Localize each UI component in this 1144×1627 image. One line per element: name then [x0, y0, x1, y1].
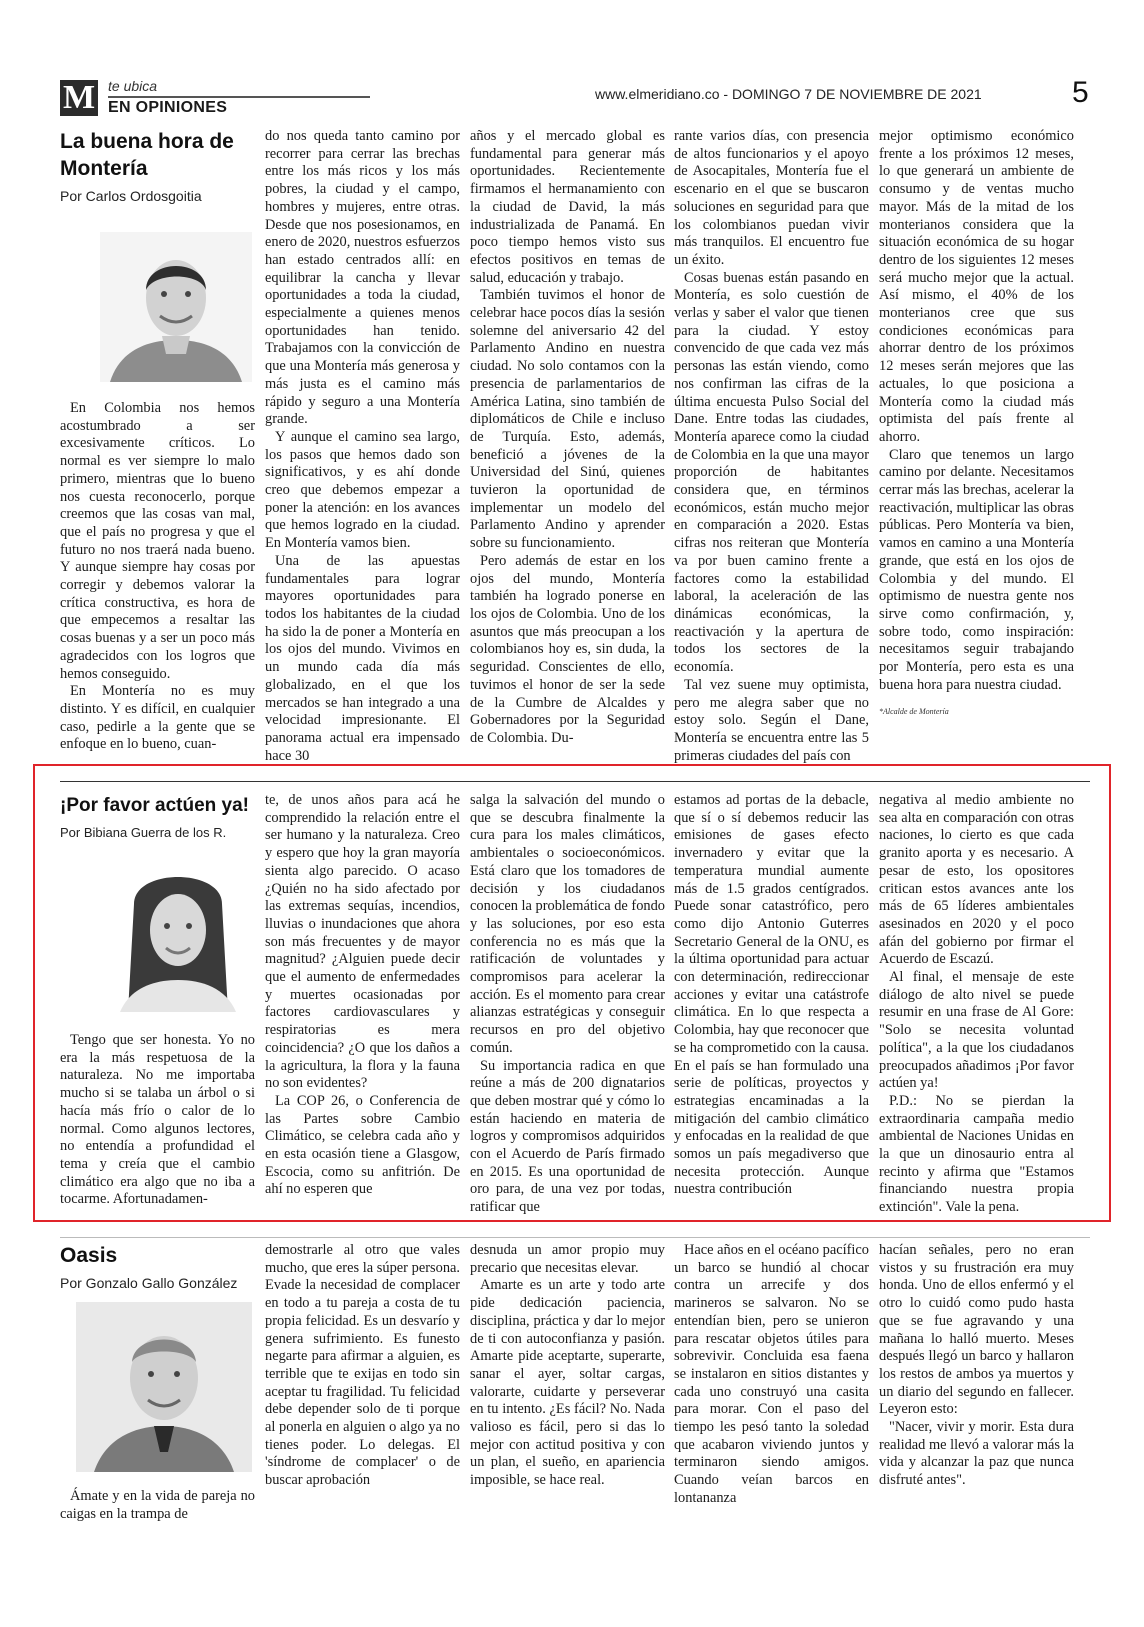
paragraph: mejor optimismo económico frente a los próximos 12 meses, lo que generará un ambiente de consumo y de ventas mucho mayor. Más de la mitad de los monterianos considera que la situación económica de su hogar dentro de los siguientes 12 meses será mucho mejor que la actual. Así mismo, el 40% de los monterianos cree que sus condiciones económicas para ahorrar dentro de los próximos 12 meses serán mejores que las actuales, lo que posiciona a Montería como la ciudad más optimista del país frente al ahorro. — [879, 128, 1074, 445]
paragraph: te, de unos años para acá he comprendido la relación entre el ser humano y la naturaleza. Creo y espero que hoy la gran mayoría sienta algo parecido. O acaso ¿Quién no ha sido afectado por las extremas sequías, incendios, lluvias o inundaciones que ahora son más frecuentes y de mayor magnitud? ¿Alguien puede decir que el aumento de enfermedades y muertes ocasionadas por factores cardiovasculares y respiratorias es mera coincidencia? ¿O que los daños a la agricultura, la flora y la fauna no son evidentes? — [265, 792, 460, 1092]
page-number: 5 — [1072, 76, 1089, 109]
paragraph: En Colombia nos hemos acostumbrado a ser excesivamente críticos. Lo normal es ver siempre lo malo primero, mientras que lo bueno nos cuesta reconocerlo, porque creemos que las cosas van mal, que el país no progresa y que el futuro no nos traerá nada bueno. Y aunque siempre hay cosas por corregir y debemos valorar la crítica constructiva, es hora de que empecemos a resaltar las cosas buenas y a ser un poco más agradecidos con los logros que hemos conseguido. — [60, 400, 255, 682]
paragraph: Claro que tenemos un largo camino por delante. Necesitamos cerrar más las brechas, acelerar la reactivación, multiplicar las obras públicas. Pero Montería va bien, vamos en camino a una Montería grande, que está en los ojos de Colombia y del mundo. El optimismo de nuestra gente nos sirve como confirmación, y, sobre todo, como inspiración: necesitamos seguir trabajando por Montería, pero esta es una buena hora para nuestra ciudad. — [879, 446, 1074, 693]
highlight-frame — [33, 764, 1111, 1222]
article-column — [879, 1242, 1074, 1602]
article-column — [265, 1242, 460, 1602]
paragraph: Amarte es un arte y todo arte pide dedicación paciencia, disciplina, práctica y dar lo mejor de ti con autoconfianza y pasión. Amarte pide aceptarte, superarte, sanar el ayer, soltar cargas, valorarte, cuidarte y perseverar en tu intento. ¿Es fácil? No. Nada valioso es fácil, pero si das lo mejor con actitud positiva y con un plan, el sueño, en apariencia imposible, se hace real. — [470, 1277, 665, 1489]
article-column — [879, 128, 1074, 746]
paragraph: "Nacer, vivir y morir. Esta dura realidad me llevó a valorar más la vida y alcanzar la paz que nunca disfruté antes". — [879, 1419, 1074, 1489]
logo-tagline: te ubica — [108, 78, 158, 94]
paragraph: rante varios días, con presencia de altos funcionarios y el apoyo de Asocapitales, Montería fue el escenario en el que se buscaron soluciones en seguridad para que los colombianos puedan vivir más tranquilos. El encuentro fue un éxito. — [674, 128, 869, 268]
header-rule — [108, 96, 370, 98]
article-column — [265, 128, 460, 764]
paragraph: Tengo que ser honesta. Yo no era la más respetuosa de la naturaleza. No me importaba mucho si se talaba un árbol o si hacía más frío o calor de lo normal. Como algunos lectores, no entendía a profundidad el tema y creía que el cambio climático era algo que no iba a tocarme. Afortunadamen- — [60, 1032, 255, 1208]
paragraph: Hace años en el océano pacífico un barco se hundió al chocar contra un arrecife y dos marineros se salvaron. No se entendían bien, pero se unieron para rescatar objetos útiles para sobrevivir. Concluida esa faena se instalaron en sitios distantes y cada uno construyó una casita para morar. Con el paso del tiempo les pesó tanto la soledad que acabaron viviendo juntos y terminaron siendo amigos. Cuando veían barcos en lontananza — [674, 1242, 869, 1506]
article-la-buena-hora — [60, 128, 1090, 764]
paragraph: desnuda un amor propio muy precario que necesitas elevar. — [470, 1242, 665, 1276]
article-body — [60, 400, 255, 754]
article-oasis — [60, 1242, 1090, 1602]
article-title: ¡Por favor actúen ya! — [60, 795, 249, 816]
article-column — [674, 128, 869, 764]
author-note: *Alcalde de Montería — [879, 706, 949, 716]
article-column — [60, 128, 255, 753]
article-column — [60, 1242, 255, 1602]
article-byline: Por Carlos Ordosgoitia — [60, 188, 202, 204]
paragraph: estamos ad portas de la debacle, que sí o sí debemos reducir las emisiones de gases efecto invernadero y evitar que la temperatura mundial aumente más de 1.5 grados centígrados. Puede sonar catastrófico, pero como dijo Antonio Guterres Secretario General de la ONU, es la última oportunidad para actuar con determinación, redireccionar acciones y evitar una catástrofe climática. En lo que respecta a Colombia, hay que reconocer que se ha comprometido con la causa. En el país se han formulado una serie de políticas, proyectos y estrategias encaminadas a la mitigación del cambio climático y enfocadas en la realidad de que somos un país megadiverso que necesita protección. Aunque nuestra contribución — [674, 792, 869, 1198]
author-photo — [100, 232, 252, 382]
article-column — [470, 128, 665, 746]
paragraph: demostrarle al otro que vales mucho, que eres la súper persona. Evade la necesidad de complacer en todo a tu pareja a costa de tu propia felicidad. Es un desvarío y genera sufrimiento. Es funesto negarte para afirmar a alguien, es terrible que te exijas en todo sin aceptar tu fragilidad. Tu felicidad debe depender solo de ti porque al ponerla en alguien o algo ya no tienes poder. Lo delegas. El 'síndrome de complacer' o de buscar aprobación — [265, 1242, 460, 1489]
paragraph: negativa al medio ambiente no sea alta en comparación con otras naciones, lo cierto es que cada granito aporta y es necesario. A pesar de esto, los opositores critican estos avances ante los más de 65 líderes ambientales asesinados en 2020 y el poco afán del gobierno por firmar el Acuerdo de Escazú. — [879, 792, 1074, 968]
section-title: EN OPINIONES — [108, 99, 228, 116]
paragraph: Ámate y en la vida de pareja no caigas en la trampa de — [60, 1488, 255, 1522]
newspaper-logo: M — [60, 80, 98, 116]
paragraph: Una de las apuestas fundamentales para lograr mayores oportunidades para todos los habitantes de la ciudad ha sido la de poner a Montería en los ojos del mundo. Vivimos en un mundo cada día más globalizado, en el que los mercados se han integrado a una velocidad impresionante. El panorama actual era impensado hace 30 — [265, 552, 460, 764]
paragraph: La COP 26, o Conferencia de las Partes sobre Cambio Climático, se celebra cada año y en esta ocasión tiene a Glasgow, Escocia, como su anfitrión. De ahí no esperen que — [265, 1092, 460, 1198]
paragraph: También tuvimos el honor de celebrar hace pocos días la sesión solemne del aniversario 42 del Parlamento Andino en nuestra ciudad. No solo contamos con la presencia de parlamentarios de América Latina, sino también de diplomáticos de Chile e incluso de Turquía. Esto, además, benefició a jóvenes de la Universidad del Sinú, quienes tuvieron la oportunidad de implementar un modelo del Parlamento Andino y aprender sobre su funcionamiento. — [470, 287, 665, 552]
paragraph: P.D.: No se pierdan la extraordinaria campaña medio ambiental de Naciones Unidas en la que un dinosaurio entra al recinto y afirma que "Estamos financiando nuestra propia extinción". Vale la pena. — [879, 1092, 1074, 1216]
paragraph: Pero además de estar en los ojos del mundo, Montería también ha logrado ponerse en los ojos de Colombia. Uno de los asuntos que más preocupan a los colombianos hoy es, sin duda, la seguridad. Conscientes de ello, tuvimos el honor de ser la sede de la Cumbre de Alcaldes y Gobernadores por la Seguridad de Colombia. Du- — [470, 552, 665, 746]
article-title: Oasis — [60, 1244, 118, 1267]
paragraph: salga la salvación del mundo o que se descubra finalmente la cura para los males climáticos, ambientales o socioeconómicos. Está claro que los tomadores de decisión y los ciudadanos conocen la problemática de fondo y las soluciones, por eso esta conferencia no es más que la ratificación de voluntades y compromisos para acelerar la acción. Es el momento para crear alianzas estratégicas y conseguir recursos en pro del objetivo común. — [470, 792, 665, 1056]
article-body — [60, 1488, 255, 1523]
paragraph: años y el mercado global es fundamental para generar más oportunidades. Recientemente firmamos el hermanamiento con la ciudad de David, la más industrializada de Panamá. En poco tiempo hemos visto sus efectos positivos en temas de salud, educación y trabajo. — [470, 128, 665, 286]
paragraph: Al final, el mensaje de este diálogo de alto nivel se puede resumir en una frase de Al Gore: "Solo se necesita voluntad política", a la que los ciudadanos preocupados añadimos ¡Por favor actúen ya! — [879, 969, 1074, 1092]
paragraph: Y aunque el camino sea largo, los pasos que hemos dado son significativos, y es ahí donde creo que debemos empezar a poner la atención: en los avances que hemos logrado en la ciudad. En Montería vamos bien. — [265, 428, 460, 552]
paragraph: Tal vez suene muy optimista, pero me alegra saber que no estoy solo. Según el Dane, Montería se encuentra entre las 5 primeras ciudades del país con — [674, 676, 869, 764]
paragraph: do nos queda tanto camino por recorrer para cerrar las brechas entre los más ricos y los más pobres, la ciudad y el campo, hombres y mujeres, entre otras. Desde que nos posesionamos, en enero de 2020, nuestros esfuerzos han estado centrados allí: en equilibrar la cancha y llevar oportunidades a toda la ciudad, especialmente a quienes menos oportunidades han tenido. Trabajamos con la convicción de que una Montería más generosa y más justa es el camino más rápido y seguro a una Montería grande. — [265, 128, 460, 428]
paragraph: En Montería no es muy distinto. Y es difícil, en cualquier caso, pedirle a la gente que se enfoque en lo bueno, cuan- — [60, 683, 255, 753]
article-byline: Por Gonzalo Gallo González — [60, 1275, 238, 1291]
paragraph: Su importancia radica en que reúne a más de 200 dignatarios que deben mostrar qué y cómo lo están haciendo en materia de logros y compromisos adquiridos con el Acuerdo de París firmado en 2015. Es una oportunidad de oro para, de una vez por todas, ratificar que — [470, 1057, 665, 1216]
article-column — [470, 1242, 665, 1602]
paragraph: hacían señales, pero no eran vistos y su frustración era muy honda. Uno de ellos enfermó y el otro lo cuidó como pudo hasta que se fue agravando y una mañana lo halló muerto. Meses después llegó un barco y hallaron los restos de ambos ya muertos y un diario del segundo en fallecer. Leyeron esto: — [879, 1242, 1074, 1418]
article-title: La buena hora de Montería — [60, 130, 234, 180]
paragraph: Cosas buenas están pasando en Montería, es solo cuestión de verlas y saber el valor que tienen para la ciudad. Y estoy convencido de que cada vez más personas las están viendo, como nos confirman las cifras de la última encuesta Pulso Social del Dane. Entre todas las ciudades, Montería aparece como la ciudad de Colombia en la que una mayor proporción de habitantes considera que, en términos económicos, están mucho mejor en comparación a 2020. Estas cifras nos reiteran que Montería va por buen camino frente a factores como la estabilidad laboral, la aceleración de las dinámicas económicas, la reactivación y la apertura de todos los sectores de la economía. — [674, 269, 869, 676]
article-byline: Por Bibiana Guerra de los R. — [60, 825, 227, 840]
page-header — [60, 78, 1090, 122]
section-divider — [60, 1237, 1090, 1238]
author-photo — [76, 1302, 252, 1472]
edition-line: www.elmeridiano.co - DOMINGO 7 DE NOVIEMBRE DE 2021 — [595, 86, 982, 102]
article-column — [674, 1242, 869, 1602]
